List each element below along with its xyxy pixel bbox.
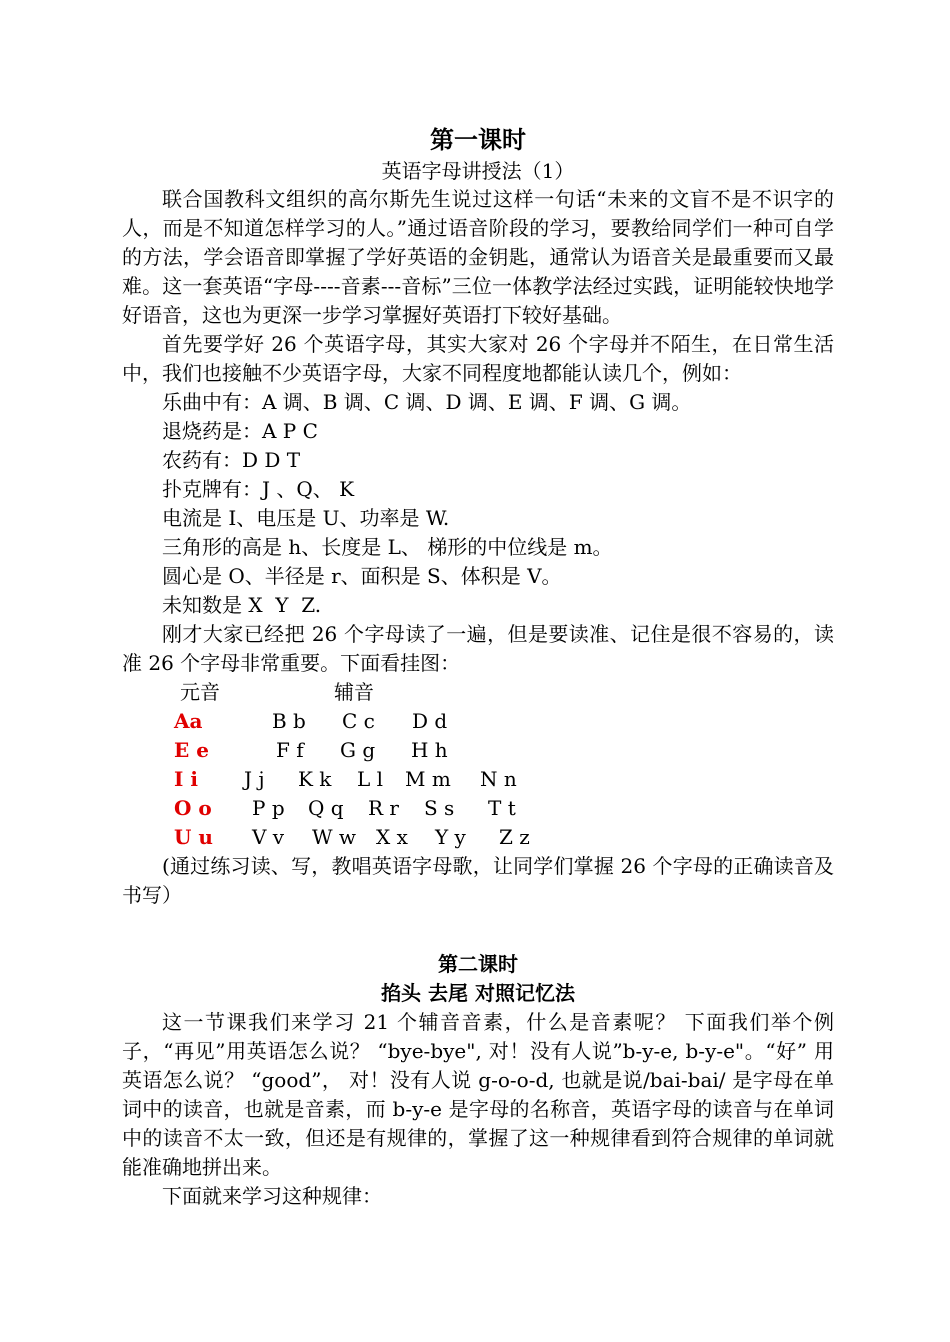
example-line: 电流是 I、电压是 U、功率是 W. [162, 506, 450, 530]
example-line: 扑克牌有：J 、Q、 K [162, 477, 355, 501]
vowel-letter: I i [174, 767, 198, 791]
consonant-letter: K k [298, 767, 332, 791]
example-line: 乐曲中有：A 调、B 调、C 调、D 调、E 调、F 调、G 调。 [162, 390, 692, 414]
lesson2-title: 第二课时 [438, 952, 518, 976]
consonant-header: 辅音 [334, 680, 374, 704]
consonant-letter: F f [276, 738, 304, 762]
letter-row [122, 736, 834, 765]
letter-row [122, 707, 834, 736]
consonant-letter: D d [412, 709, 448, 733]
letter-chart-header [122, 678, 834, 707]
vowel-letter: U u [174, 825, 213, 849]
vowel-header: 元音 [180, 680, 220, 704]
lesson1-paragraph-3: 刚才大家已经把 26 个字母读了一遍，但是要读准、记住是很不容易的，读准 26 个字母非常重要。下面看挂图： [122, 622, 834, 675]
document-body [122, 120, 834, 1211]
letter-row [122, 823, 834, 852]
consonant-letter: H h [411, 738, 448, 762]
vowel-letter: Aa [174, 709, 203, 733]
example-line: 圆心是 O、半径是 r、面积是 S、体积是 V。 [162, 564, 562, 588]
consonant-letter: B b [272, 709, 306, 733]
vowel-letter: O o [174, 796, 212, 820]
consonant-letter: W w [312, 825, 357, 849]
lesson1-paragraph-2: 首先要学好 26 个英语字母，其实大家对 26 个字母并不陌生，在日常生活中，我们也接触不少英语字母，大家不同程度地都能认读几个，例如： [122, 332, 834, 385]
consonant-letter: C c [342, 709, 375, 733]
lesson1-title: 第一课时 [430, 125, 526, 154]
lesson1-intro-paragraph: 联合国教科文组织的高尔斯先生说过这样一句话“未来的文盲不是不识字的人，而是不知道怎样学习的人。”通过语音阶段的学习，要教给同学们一种可自学的方法，学会语音即掌握了学好英语的金钥匙，通常认为语音关是最重要而又最难。这一套英语“字母----音素---音标”三位一体教学法经过实践，证明能较快地学好语音，这也为更深一步学习掌握好英语打下较好基础。 [122, 187, 834, 327]
consonant-letter: P p [252, 796, 285, 820]
consonant-letter: N n [480, 767, 517, 791]
lesson1-note: (通过练习读、写，教唱英语字母歌，让同学们掌握 26 个字母的正确读音及书写） [122, 854, 834, 907]
lesson1-subtitle: 英语字母讲授法（1） [381, 159, 575, 183]
lesson2-subtitle: 掐头 去尾 对照记忆法 [381, 981, 575, 1005]
consonant-letter: J j [244, 767, 265, 791]
consonant-letter: Y y [435, 825, 466, 849]
example-line: 农药有：D D T [162, 448, 301, 472]
consonant-letter: Z z [499, 825, 530, 849]
consonant-letter: G g [340, 738, 376, 762]
lesson2-paragraph-2: 下面就来学习这种规律： [162, 1184, 382, 1208]
consonant-letter: M m [405, 767, 451, 791]
letter-chart [122, 678, 834, 852]
consonant-letter: S s [424, 796, 455, 820]
lesson2-paragraph-1: 这一节课我们来学习 21 个辅音音素，什么是音素呢？ 下面我们举个例子，“再见”用英语怎么说？ “bye-bye", 对！没有人说”b-y-e, b-y-e"。“好” 用英语怎么说？ “good”， 对！没有人说 g-o-o-d, 也就是说/bai-bai/ 是字母在单词中的读音，也就是音素，而 b-y-e 是字母的名称音，英语字母的读音与在单词中的读音不太一致，但还是有规律的，掌握了这一种规律看到符合规律的单词就能准确地拼出来。 [122, 1010, 834, 1179]
vowel-letter: E e [174, 738, 209, 762]
consonant-letter: R r [368, 796, 399, 820]
examples-list [122, 388, 834, 620]
consonant-letter: L l [357, 767, 384, 791]
letter-row [122, 765, 834, 794]
consonant-letter: V v [252, 825, 285, 849]
example-line: 未知数是 X Y Z. [162, 593, 322, 617]
consonant-letter: Q q [308, 796, 344, 820]
consonant-letter: T t [488, 796, 516, 820]
example-line: 三角形的高是 h、长度是 L、 梯形的中位线是 m。 [162, 535, 613, 559]
letter-row [122, 794, 834, 823]
consonant-letter: X x [376, 825, 408, 849]
example-line: 退烧药是：A P C [162, 419, 318, 443]
